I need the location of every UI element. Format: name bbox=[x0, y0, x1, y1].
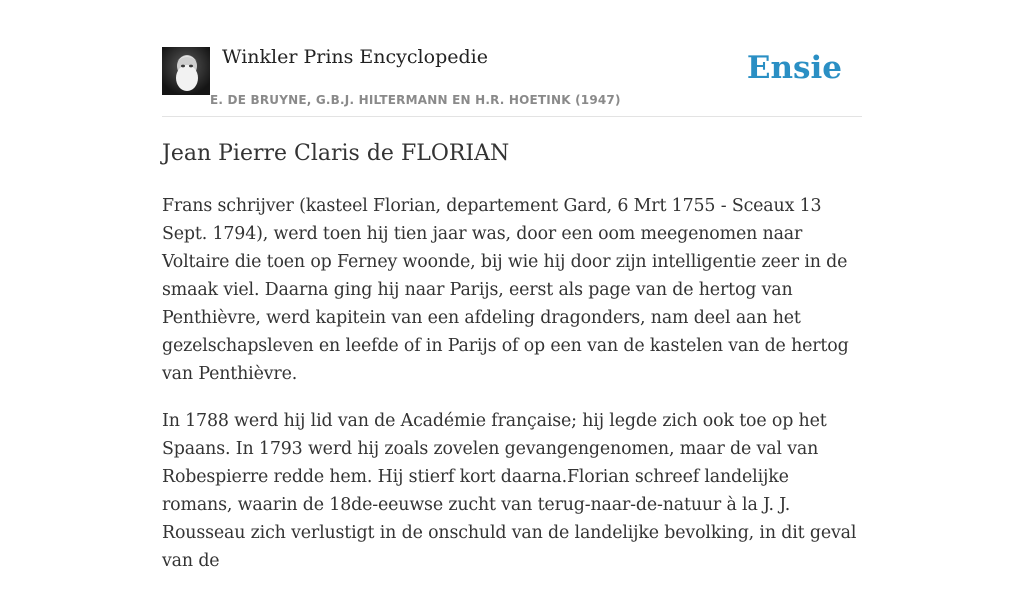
author-avatar[interactable] bbox=[162, 47, 210, 95]
article-paragraph: Frans schrijver (kasteel Florian, departement Gard, 6 Mrt 1755 - Sceaux 13 Sept. 1794), werd toen hij tien jaar was, door een oom meegenomen naar Voltaire die toen op Ferney woonde, bij wie hij door zijn intelligentie zeer in de smaak viel. Daarna ging hij naar Parijs, eerst als page van de hertog van Penthièvre, werd kapitein van een afdeling dragonders, nam deel aan het gezelschapsleven en leefde of in Parijs of op een van de kastelen van de hertog van Penthièvre. bbox=[162, 196, 849, 384]
article-paragraph: In 1788 werd hij lid van de Académie française; hij legde zich ook toe op het Spaans. In 1793 werd hij zoals zovelen gevangengenomen, maar de val van Robespierre redde hem. Hij stierf kort daarna.Florian schreef landelijke romans, waarin de 18de-eeuwse zucht van terug-naar-de-natuur à la J. J. Rousseau zich verlustigt in de onschuld van de landelijke bevolking, in dit geval van de bbox=[162, 411, 857, 571]
author-portrait-icon bbox=[162, 47, 210, 95]
article bbox=[162, 138, 862, 594]
source-authors: E. DE BRUYNE, G.B.J. HILTERMANN EN H.R. HOETINK (1947) bbox=[210, 93, 621, 107]
ensie-logo[interactable]: Ensie bbox=[746, 50, 842, 86]
article-title: Jean Pierre Claris de FLORIAN bbox=[162, 141, 510, 166]
source-header bbox=[162, 44, 862, 117]
source-title[interactable]: Winkler Prins Encyclopedie bbox=[222, 46, 488, 68]
